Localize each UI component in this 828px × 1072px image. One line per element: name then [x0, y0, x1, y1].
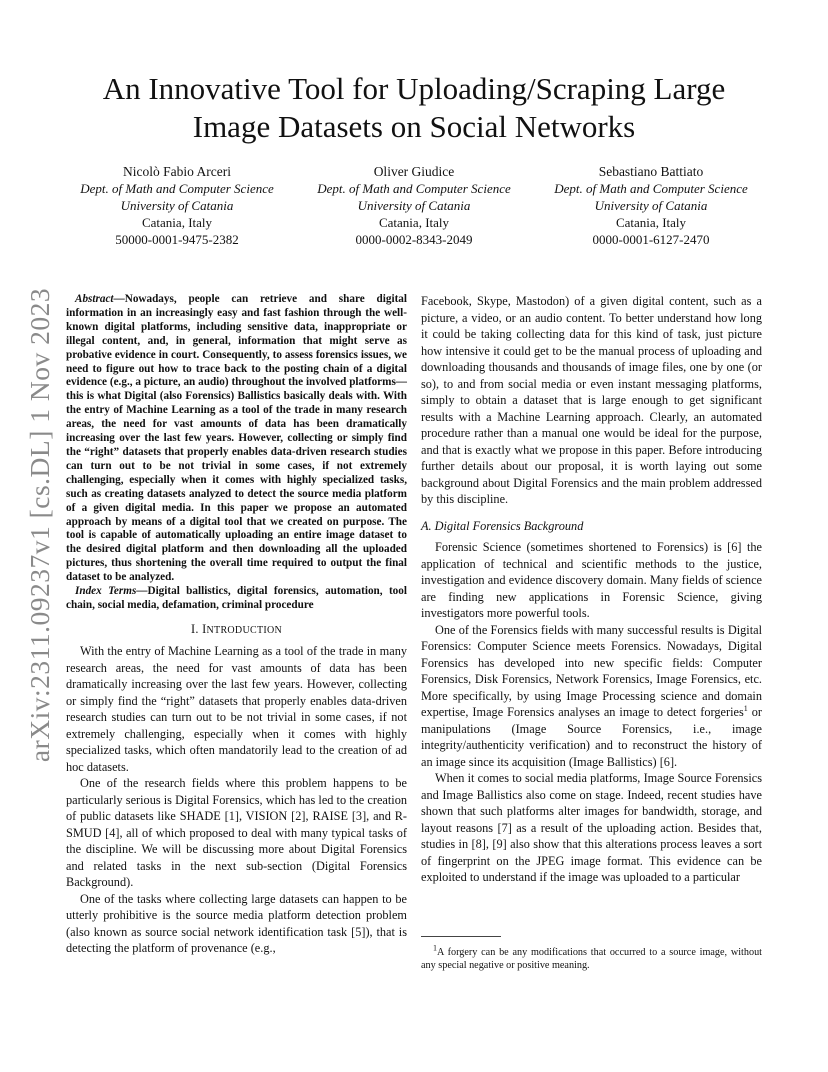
author-univ: University of Catania: [594, 198, 708, 213]
citation-link[interactable]: [6]: [727, 540, 742, 554]
author-orcid: 50000-0001-9475-2382: [115, 232, 239, 247]
citation-link[interactable]: [7]: [497, 820, 512, 835]
author-city: Catania, Italy: [141, 215, 213, 230]
arxiv-stamp: arXiv:2311.09237v1 [cs.DL] 1 Nov 2023: [24, 287, 56, 763]
index-terms-text: —Digital ballistics, digital forensics, automation, tool chain, social media, defamation, criminal procedure: [66, 585, 407, 611]
author-name: Oliver Giudice: [373, 164, 455, 179]
footnote-rule: [421, 936, 501, 937]
author-dept: Dept. of Math and Computer Science: [317, 181, 511, 196]
footnote-mark: 1: [433, 943, 437, 953]
citation-link[interactable]: [4]: [105, 825, 120, 840]
citation-link[interactable]: [5]: [351, 924, 366, 939]
author-name: Nicolò Fabio Arceri: [123, 164, 231, 179]
abstract: [66, 293, 407, 585]
left-column: [66, 293, 407, 957]
author-orcid: 0000-0001-6127-2470: [592, 232, 710, 247]
author-dept: Dept. of Math and Computer Science: [80, 181, 274, 196]
paragraph: One of the tasks where collecting large datasets can happen to be utterly prohibitive is the source media platform detection problem (also known as source social network identification task [5]), that is detecting the platform of provenance (e.g.,: [66, 891, 408, 956]
citation-link[interactable]: [9]: [492, 837, 507, 851]
footnote: $^1$A forgery can be any modifications that occurred to a source image, without any special negative or positive meaning.: [421, 943, 762, 971]
abstract-text: —Nowadays, people can retrieve and share digital information in an increasingly easy and fast fashion through the well-known digital platforms, including sensitive data, inappropriate or illegal content, and, in general, information that might serve as probative evidence in court. Consequently, to assess forensics issues, we need to figure out how to trace back to the posting chain of a digital evidence (e.g., a picture, an audio) throughout the involved platforms—this is what Digital (also Forensics) Ballistics basically deals with. With the entry of Machine Learning as a tool of the trade in many research areas, the need for vast amounts of data has been dramatically increasing over the last few years. However, collecting or simply find the “right” datasets that properly enables data-driven research studies can turn out to be not trivial in some cases, if not extremely challenging, especially when it comes with highly specialized tasks, such as creating datasets analyzed to detect the source media platform of a given digital media. In this paper we propose an automated approach by means of a digital tool that we created on purpose. The tool is capable of automatically uploading an entire image dataset to the desired digital platform and then downloading all the uploaded pictures, thus shortening the overall time required to output the final dataset to be analyzed.: [66, 293, 407, 584]
author-2: [301, 163, 527, 248]
right-column: [421, 293, 762, 886]
author-univ: University of Catania: [357, 198, 471, 213]
paragraph: With the entry of Machine Learning as a tool of the trade in many research areas, the need for vast amounts of data has been dramatically increasing over the last few years. However, collecting or simply find the “right” datasets that properly enables data-driven research studies can turn out to be not trivial in some cases, if not extremely challenging, especially when it comes with highly specialized tasks, which often mandatorily lead to the creation of ad hoc datasets.: [66, 644, 407, 774]
citation-link[interactable]: [6]: [659, 754, 675, 769]
paragraph: When it comes to social media platforms, Image Source Forensics and Image Ballistics also come on stage. Indeed, recent studies have shown that such platforms alter images for bandwidth, storage, and layout reasons [7] as a result of the uploading action. Besides that, studies in [8], [9] also show that this alterations process leaves a sort of fingerprint on the JPEG image format. This evidence can be exploited to understand if the image was uploaded to a particular: [421, 771, 763, 884]
footnote-marker[interactable]: 1: [743, 703, 748, 713]
paragraph: Forensic Science (sometimes shortened to Forensics) is [6] the application of technical and scientific methods to the justice, investigation and evidence discovery domain. Many fields of science are finding new applications in Forensic Science, giving investigators more powerful tools.: [421, 540, 762, 620]
author-univ: University of Catania: [120, 198, 234, 213]
index-terms-label: Index Terms: [75, 585, 137, 598]
paragraph: One of the research fields where this problem happens to be particularly serious is Digital Forensics, which has led to the creation of public datasets like SHADE [1], VISION [2], RAISE [3], and R-SMUD [4], all of which proposed to deal with many typical tasks of the discipline. We will be discussing more about Digital Forensics and related tasks in the next sub-section (Digital Forensics Background).: [66, 776, 407, 890]
paragraph: Facebook, Skype, Mastodon) of a given digital content, such as a picture, a video, or an audio content. To better understand how long it could be taking collecting data for this kind of task, just picture how intensive it could get to be the manual process of uploading and downloading thousands and thousands of image files, one by one (or so), to and from social media or even instant messaging platforms, simply to obtain a dataset that is large enough to get significant results with a Machine Learning approach. Clearly, an automated procedure rather than a manual one would be ideal for the purpose, and that is exactly what we propose in this paper. Before introducing further details about our proposal, it is worth laying out some background about Digital Forensics and the main problem addressed by this discipline.: [421, 294, 762, 506]
subsection-heading: A. Digital Forensics Background: [421, 518, 584, 533]
citation-link[interactable]: [2]: [291, 809, 306, 824]
paragraph: One of the Forensics fields with many successful results is Digital Forensics: Computer Science meets Forensics. Nowadays, Digital Forensics has developed into new specific fields: Computer Forensics, Disk Forensics, Network Forensics, Image Forensics, etc. More specifically, by using Image Processing science and domain expertise, Image Forensics analyses an image to detect forgeries$^1$ or manipulations (Image Source Forensics, i.e., image integrity/authenticity verification) and to reconstruct the history of an image since its acquisition (Image Ballistics) [6].: [421, 622, 762, 769]
author-city: Catania, Italy: [615, 215, 687, 230]
author-dept: Dept. of Math and Computer Science: [554, 181, 748, 196]
author-orcid: 0000-0002-8343-2049: [355, 232, 473, 247]
index-terms: [66, 585, 407, 613]
author-name: Sebastiano Battiato: [598, 164, 704, 179]
author-block: [64, 163, 764, 248]
section-heading-introduction: I. INTRODUCTION: [190, 621, 283, 636]
author-1: [64, 163, 290, 248]
author-city: Catania, Italy: [378, 215, 450, 230]
citation-link[interactable]: [3]: [351, 809, 367, 824]
abstract-label: Abstract: [75, 293, 114, 305]
citation-link[interactable]: [8]: [471, 837, 486, 851]
author-3: [538, 163, 764, 248]
citation-link[interactable]: [1]: [224, 809, 239, 824]
paper-title: An Innovative Tool for Uploading/Scraping Large Image Datasets on Social Networks: [102, 71, 726, 144]
